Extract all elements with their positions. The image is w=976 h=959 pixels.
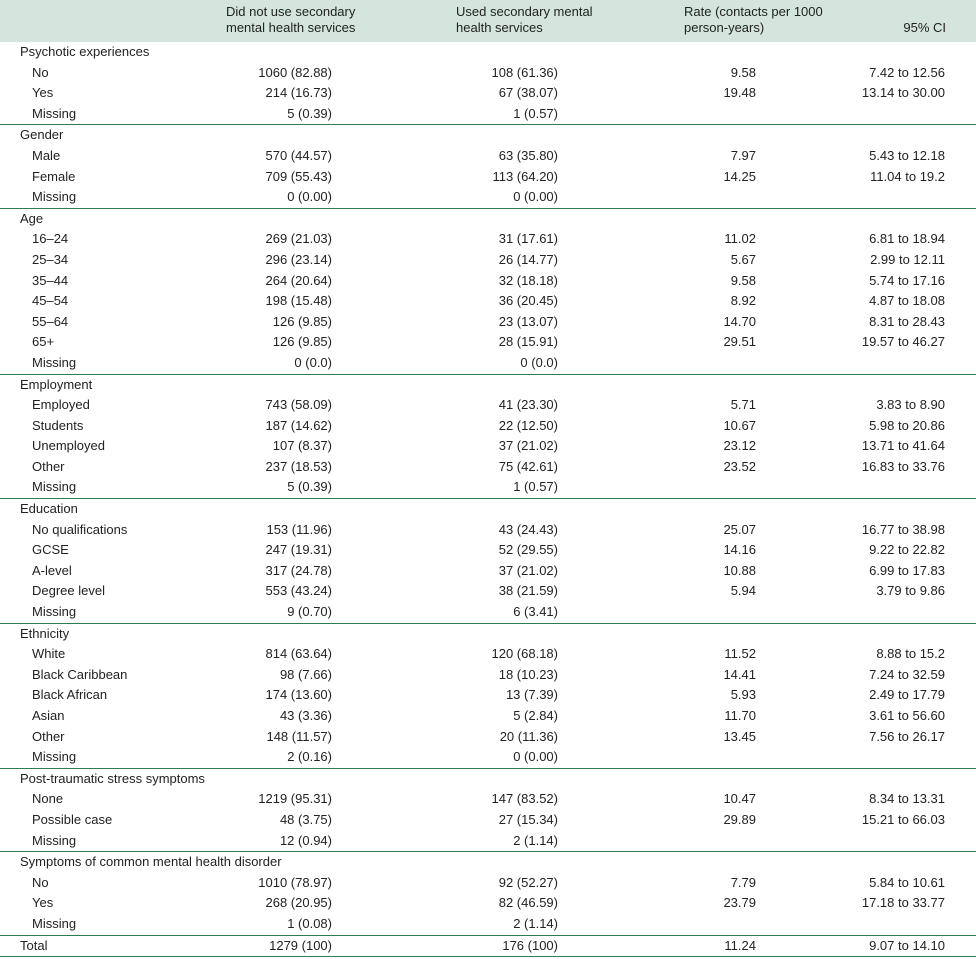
cell-used: 0 (0.00) <box>513 189 558 205</box>
cell-ci: 2.49 to 17.79 <box>869 687 945 703</box>
cell-ci: 5.84 to 10.61 <box>869 874 945 890</box>
cell-used: 37 (21.02) <box>498 438 558 454</box>
row-label: Missing <box>32 749 77 765</box>
table-row <box>0 63 976 84</box>
cell-did-not-use: 1010 (78.97) <box>258 874 332 890</box>
row-label: No <box>32 874 49 890</box>
row-label: 65+ <box>32 334 55 350</box>
cell-ci: 3.61 to 56.60 <box>869 708 945 723</box>
row-label: Other <box>32 458 65 474</box>
cell-used: 120 (68.18) <box>491 646 558 662</box>
cell-did-not-use: 296 (23.14) <box>265 251 332 267</box>
row-label: 16–24 <box>32 231 69 247</box>
table-row <box>0 831 976 852</box>
cell-did-not-use: 48 (3.75) <box>279 811 332 827</box>
section-heading-row <box>0 209 976 230</box>
table-row <box>0 187 976 208</box>
total-used: 176 (100) <box>502 937 558 953</box>
table-row <box>0 167 976 188</box>
cell-did-not-use: 2 (0.16) <box>287 749 332 765</box>
table-row <box>0 146 976 167</box>
table-row <box>0 706 976 727</box>
cell-used: 28 (15.91) <box>498 334 558 350</box>
cell-ci: 8.34 to 13.31 <box>869 791 945 807</box>
section-heading-row <box>0 624 976 645</box>
cell-ci: 4.87 to 18.08 <box>869 293 945 309</box>
table-row <box>0 685 976 706</box>
cell-ci: 17.18 to 33.77 <box>861 895 945 911</box>
table-row <box>0 561 976 582</box>
table-row <box>0 457 976 478</box>
cell-used: 6 (3.41) <box>513 604 558 620</box>
cell-rate: 5.93 <box>730 687 756 703</box>
cell-did-not-use: 98 (7.66) <box>279 666 332 682</box>
row-label: 55–64 <box>32 313 69 329</box>
section-title: Employment <box>20 376 93 392</box>
cell-used: 5 (2.84) <box>513 708 558 723</box>
cell-did-not-use: 5 (0.39) <box>287 105 332 121</box>
row-label: White <box>32 646 66 662</box>
cell-used: 2 (1.14) <box>513 915 558 931</box>
table-row <box>0 229 976 250</box>
cell-used: 13 (7.39) <box>505 687 558 703</box>
section-title: Gender <box>20 127 64 143</box>
row-label: Yes <box>32 85 54 101</box>
row-label: Missing <box>32 604 77 620</box>
cell-ci: 16.77 to 38.98 <box>861 521 945 537</box>
cell-rate: 5.67 <box>730 251 756 267</box>
table-row <box>0 477 976 498</box>
cell-used: 26 (14.77) <box>498 251 558 267</box>
header-did-not-use: Did not use secondary mental health services <box>226 4 356 35</box>
cell-used: 52 (29.55) <box>498 542 558 558</box>
table-row <box>0 810 976 831</box>
cell-used: 32 (18.18) <box>498 272 558 288</box>
cell-rate: 25.07 <box>723 521 756 537</box>
cell-did-not-use: 12 (0.94) <box>279 832 332 848</box>
cell-did-not-use: 247 (19.31) <box>265 542 332 558</box>
row-label: Employed <box>32 397 90 413</box>
cell-ci: 5.43 to 12.18 <box>869 147 945 163</box>
cell-did-not-use: 1219 (95.31) <box>258 791 332 807</box>
cell-used: 82 (46.59) <box>498 895 558 911</box>
cell-rate: 23.52 <box>723 458 756 474</box>
row-label: 45–54 <box>32 293 69 309</box>
cell-did-not-use: 237 (18.53) <box>265 458 332 474</box>
cell-did-not-use: 214 (16.73) <box>265 85 332 101</box>
cell-did-not-use: 269 (21.03) <box>265 231 332 247</box>
cell-rate: 7.79 <box>730 874 756 890</box>
row-label: Missing <box>32 479 77 495</box>
cell-used: 1 (0.57) <box>513 105 558 121</box>
cell-did-not-use: 126 (9.85) <box>272 313 332 329</box>
row-label: A-level <box>32 562 72 578</box>
cell-rate: 9.58 <box>730 64 756 80</box>
cell-rate: 5.94 <box>730 583 756 599</box>
cell-ci: 5.98 to 20.86 <box>869 417 945 433</box>
table-row <box>0 602 976 623</box>
cell-ci: 7.42 to 12.56 <box>869 64 945 80</box>
cell-ci: 11.04 to 19.2 <box>870 168 945 184</box>
header-rate: Rate (contacts per 1000 person-years) <box>684 4 823 35</box>
cell-did-not-use: 126 (9.85) <box>272 334 332 350</box>
table-row <box>0 665 976 686</box>
cell-used: 147 (83.52) <box>491 791 558 807</box>
cell-rate: 5.71 <box>730 397 756 413</box>
cell-ci: 7.56 to 26.17 <box>869 728 945 744</box>
cell-did-not-use: 743 (58.09) <box>265 397 332 413</box>
cell-used: 36 (20.45) <box>498 293 558 309</box>
cell-did-not-use: 814 (63.64) <box>265 646 332 662</box>
row-label: Asian <box>32 708 65 723</box>
table-row <box>0 873 976 894</box>
row-label: Missing <box>32 832 77 848</box>
cell-did-not-use: 0 (0.00) <box>287 189 332 205</box>
table-row <box>0 416 976 437</box>
cell-did-not-use: 1060 (82.88) <box>258 64 332 80</box>
cell-ci: 8.88 to 15.2 <box>876 646 945 662</box>
cell-used: 2 (1.14) <box>513 832 558 848</box>
cell-used: 1 (0.57) <box>513 479 558 495</box>
cell-rate: 10.47 <box>723 791 756 807</box>
cell-rate: 11.70 <box>724 708 756 723</box>
section-title: Psychotic experiences <box>20 44 150 59</box>
cell-rate: 14.16 <box>723 542 756 558</box>
cell-rate: 11.52 <box>724 646 756 662</box>
row-label: No <box>32 64 49 80</box>
table-row <box>0 540 976 561</box>
cell-did-not-use: 198 (15.48) <box>265 293 332 309</box>
cell-did-not-use: 1 (0.08) <box>287 915 332 931</box>
cell-ci: 6.99 to 17.83 <box>869 562 945 578</box>
cell-rate: 9.58 <box>730 272 756 288</box>
section-title: Education <box>20 501 78 517</box>
cell-did-not-use: 148 (11.57) <box>266 728 332 744</box>
cell-rate: 13.45 <box>723 728 756 744</box>
cell-ci: 19.57 to 46.27 <box>861 334 945 350</box>
row-label: Missing <box>32 105 77 121</box>
total-rate: 11.24 <box>724 937 756 953</box>
table-row <box>0 83 976 104</box>
cell-did-not-use: 5 (0.39) <box>287 479 332 495</box>
section-title: Ethnicity <box>20 625 70 641</box>
cell-did-not-use: 187 (14.62) <box>265 417 332 433</box>
cell-used: 63 (35.80) <box>498 147 558 163</box>
cell-did-not-use: 0 (0.0) <box>294 354 332 370</box>
row-label: Yes <box>32 895 54 911</box>
cell-rate: 7.97 <box>730 147 756 163</box>
cell-used: 22 (12.50) <box>498 417 558 433</box>
cell-ci: 8.31 to 28.43 <box>869 313 945 329</box>
table-row <box>0 332 976 353</box>
cell-used: 38 (21.59) <box>498 583 558 599</box>
cell-did-not-use: 268 (20.95) <box>265 895 332 911</box>
cell-ci: 3.79 to 9.86 <box>876 583 945 599</box>
cell-rate: 29.89 <box>723 811 756 827</box>
cell-rate: 14.41 <box>723 666 756 682</box>
table-row <box>0 395 976 416</box>
row-label: Unemployed <box>32 438 105 454</box>
section-heading-row <box>0 42 976 63</box>
cell-rate: 29.51 <box>723 334 756 350</box>
cell-used: 43 (24.43) <box>498 521 558 537</box>
cell-rate: 19.48 <box>723 85 756 101</box>
row-label: No qualifications <box>32 521 128 537</box>
cell-did-not-use: 9 (0.70) <box>287 604 332 620</box>
cell-used: 27 (15.34) <box>498 811 558 827</box>
cell-did-not-use: 709 (55.43) <box>265 168 332 184</box>
section-heading-row <box>0 769 976 790</box>
section-heading-row <box>0 499 976 520</box>
cell-ci: 15.21 to 66.03 <box>861 811 945 827</box>
table-row <box>0 520 976 541</box>
table-row <box>0 312 976 333</box>
cell-used: 75 (42.61) <box>498 458 558 474</box>
table-bottom-border <box>0 956 976 957</box>
cell-used: 18 (10.23) <box>498 666 558 682</box>
table-row <box>0 581 976 602</box>
cell-ci: 6.81 to 18.94 <box>869 231 945 247</box>
cell-used: 37 (21.02) <box>498 562 558 578</box>
row-label: 35–44 <box>32 272 69 288</box>
row-label: Degree level <box>32 583 105 599</box>
cell-ci: 13.71 to 41.64 <box>861 438 945 454</box>
row-label: Male <box>32 147 61 163</box>
cell-did-not-use: 553 (43.24) <box>265 583 332 599</box>
cell-ci: 13.14 to 30.00 <box>861 85 945 101</box>
table-row <box>0 727 976 748</box>
table-row <box>0 914 976 935</box>
cell-used: 0 (0.0) <box>520 354 558 370</box>
cell-used: 113 (64.20) <box>492 168 558 184</box>
cell-ci: 2.99 to 12.11 <box>870 251 945 267</box>
cell-rate: 23.12 <box>723 438 756 454</box>
row-label: Female <box>32 168 76 184</box>
cell-did-not-use: 153 (11.96) <box>266 521 332 537</box>
cell-used: 41 (23.30) <box>498 397 558 413</box>
cell-rate: 10.67 <box>723 417 756 433</box>
total-ci: 9.07 to 14.10 <box>869 937 945 953</box>
table-row <box>0 644 976 665</box>
row-label: Students <box>32 417 84 433</box>
table-row <box>0 789 976 810</box>
cell-rate: 23.79 <box>723 895 756 911</box>
cell-did-not-use: 107 (8.37) <box>272 438 332 454</box>
cell-used: 20 (11.36) <box>499 728 558 744</box>
cell-ci: 5.74 to 17.16 <box>869 272 945 288</box>
cell-ci: 7.24 to 32.59 <box>869 666 945 682</box>
row-label: Black African <box>32 687 108 703</box>
row-label: Possible case <box>32 811 113 827</box>
total-label: Total <box>20 937 48 953</box>
cell-used: 67 (38.07) <box>498 85 558 101</box>
table-row <box>0 291 976 312</box>
cell-did-not-use: 174 (13.60) <box>265 687 332 703</box>
section-heading-row <box>0 852 976 873</box>
row-label: None <box>32 791 64 807</box>
cell-used: 23 (13.07) <box>498 313 558 329</box>
header-ci: 95% CI <box>903 20 946 35</box>
cell-used: 0 (0.00) <box>513 749 558 765</box>
table-row <box>0 436 976 457</box>
table-header <box>0 0 976 42</box>
table-row <box>0 104 976 125</box>
row-label: Other <box>32 728 65 744</box>
cell-did-not-use: 317 (24.78) <box>265 562 332 578</box>
cell-used: 31 (17.61) <box>498 231 558 247</box>
table-row <box>0 271 976 292</box>
cell-ci: 9.22 to 22.82 <box>869 542 945 558</box>
cell-rate: 11.02 <box>724 231 756 247</box>
cell-rate: 14.70 <box>723 313 756 329</box>
row-label: GCSE <box>32 542 69 558</box>
table-row <box>0 353 976 374</box>
cell-ci: 16.83 to 33.76 <box>861 458 945 474</box>
section-title: Post-traumatic stress symptoms <box>20 770 205 786</box>
section-title: Age <box>20 210 44 226</box>
table-body <box>0 42 976 957</box>
cell-did-not-use: 570 (44.57) <box>265 147 332 163</box>
cell-rate: 10.88 <box>723 562 756 578</box>
cell-used: 108 (61.36) <box>491 64 558 80</box>
row-label: Missing <box>32 915 77 931</box>
table-row <box>0 250 976 271</box>
cell-did-not-use: 264 (20.64) <box>265 272 332 288</box>
table-row <box>0 893 976 914</box>
header-used: Used secondary mental health services <box>456 4 593 35</box>
section-title: Symptoms of common mental health disorder <box>20 854 282 870</box>
cell-rate: 8.92 <box>730 293 756 309</box>
cell-ci: 3.83 to 8.90 <box>876 397 945 413</box>
section-heading-row <box>0 375 976 396</box>
section-heading-row <box>0 125 976 146</box>
row-label: Missing <box>32 354 77 370</box>
total-did-not-use: 1279 (100) <box>269 937 332 953</box>
cell-did-not-use: 43 (3.36) <box>279 708 332 723</box>
total-row <box>0 936 976 957</box>
row-label: Black Caribbean <box>32 666 128 682</box>
cell-used: 92 (52.27) <box>498 874 558 890</box>
table-row <box>0 747 976 768</box>
row-label: 25–34 <box>32 251 69 267</box>
cell-rate: 14.25 <box>723 168 756 184</box>
row-label: Missing <box>32 189 77 205</box>
